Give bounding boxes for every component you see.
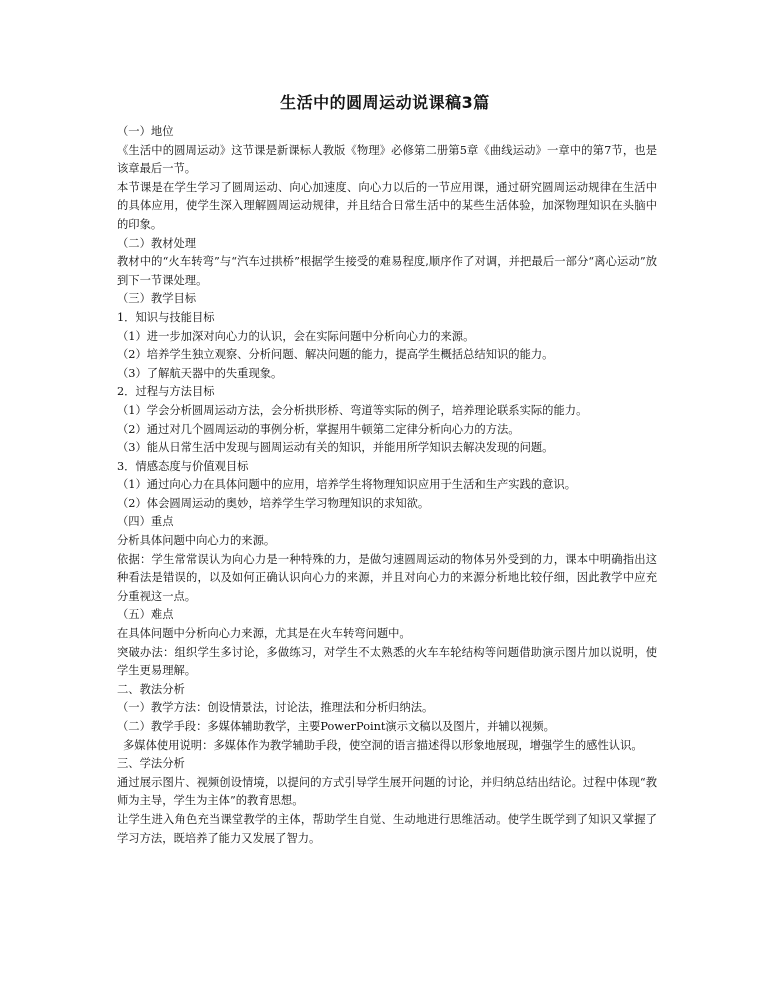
section-heading-key-point: （四）重点 bbox=[117, 515, 174, 529]
subheading-knowledge-skills: 1．知识与技能目标 bbox=[117, 310, 215, 324]
section-heading-material: （二）教材处理 bbox=[117, 236, 197, 250]
paragraph-position-2: 本节课是在学生学习了圆周运动、向心加速度、向心力以后的一节应用课，通过研究圆周运动规律在生活中的具体应用，使学生深入理解圆周运动规律，并且结合日常生活中的某些生活体验，加深物理知识在头脑中的印象。 bbox=[117, 180, 657, 231]
goal-item: （2）通过对几个圆周运动的事例分析，掌握用牛顿第二定律分析向心力的方法。 bbox=[117, 422, 520, 436]
goal-item: （3）能从日常生活中发现与圆周运动有关的知识，并能用所学知识去解决发现的问题。 bbox=[117, 441, 554, 455]
paragraph-material: 教材中的“火车转弯”与“汽车过拱桥”根据学生接受的难易程度,顺序作了对调，并把最后一部分“离心运动”放到下一节课处理。 bbox=[117, 255, 657, 287]
section-heading-difficulty: （五）难点 bbox=[117, 608, 174, 622]
goal-item: （1）学会分析圆周运动方法，会分析拱形桥、弯道等实际的例子，培养理论联系实际的能力。 bbox=[117, 403, 588, 417]
goal-item: （1）进一步加深对向心力的认识，会在实际问题中分析向心力的来源。 bbox=[117, 329, 475, 343]
section-heading-goals: （三）教学目标 bbox=[117, 292, 197, 306]
paragraph-difficulty: 在具体问题中分析向心力来源，尤其是在火车转弯问题中。 bbox=[117, 627, 411, 641]
goal-item: （2）培养学生独立观察、分析问题、解决问题的能力，提高学生概括总结知识的能力。 bbox=[117, 348, 554, 362]
section-heading-learning-method: 三、学法分析 bbox=[117, 757, 185, 771]
paragraph-learning-method-1: 通过展示图片、视频创设情境，以提问的方式引导学生展开问题的讨论，并归纳总结出结论。过程中体现“教师为主导，学生为主体”的教育思想。 bbox=[117, 775, 657, 808]
subheading-attitude-values: 3．情感态度与价值观目标 bbox=[117, 459, 249, 473]
section-heading-position: （一）地位 bbox=[117, 125, 174, 138]
subheading-process-method: 2．过程与方法目标 bbox=[117, 385, 215, 399]
section-heading-teaching-method: 二、教法分析 bbox=[117, 682, 185, 696]
paragraph-position-1: 《生活中的圆周运动》这节课是新课标人教版《物理》必修第二册第5章《曲线运动》一章中的第7节，也是该章最后一节。 bbox=[117, 143, 657, 176]
document-title: 生活中的圆周运动说课稿3篇 bbox=[280, 93, 490, 112]
goal-item: （1）通过向心力在具体问题中的应用，培养学生将物理知识应用于生活和生产实践的意识。 bbox=[117, 478, 577, 492]
paragraph-key-point-basis: 依据：学生常常误认为向心力是一种特殊的力，是做匀速圆周运动的物体另外受到的力，课本中明确指出这种看法是错误的，以及如何正确认识向心力的来源，并且对向心力的来源分析地比较仔细，因此教学中应充分重视这一点。 bbox=[117, 552, 657, 603]
paragraph-multimedia-note: 多媒体使用说明：多媒体作为教学辅助手段，使空洞的语言描述得以形象地展现，增强学生的感性认识。 bbox=[123, 738, 643, 752]
goal-item: （3）了解航天器中的失重现象。 bbox=[117, 366, 283, 380]
paragraph-difficulty-solution: 突破办法：组织学生多讨论，多做练习，对学生不太熟悉的火车车轮结构等问题借助演示图片加以说明，使学生更易理解。 bbox=[117, 645, 657, 678]
paragraph-teaching-method: （一）教学方法：创设情景法，讨论法，推理法和分析归纳法。 bbox=[117, 701, 434, 715]
paragraph-learning-method-2: 让学生进入角色充当课堂教学的主体，帮助学生自觉、生动地进行思维活动。使学生既学到了知识又掌握了学习方法，既培养了能力又发展了智力。 bbox=[117, 812, 657, 845]
document-body bbox=[117, 123, 657, 848]
paragraph-key-point: 分析具体问题中向心力的来源。 bbox=[117, 534, 276, 548]
goal-item: （2）体会圆周运动的奥妙，培养学生学习物理知识的求知欲。 bbox=[117, 496, 430, 510]
paragraph-teaching-means: （二）教学手段：多媒体辅助教学，主要PowerPoint演示文稿以及图片，并辅以视频。 bbox=[117, 720, 555, 733]
